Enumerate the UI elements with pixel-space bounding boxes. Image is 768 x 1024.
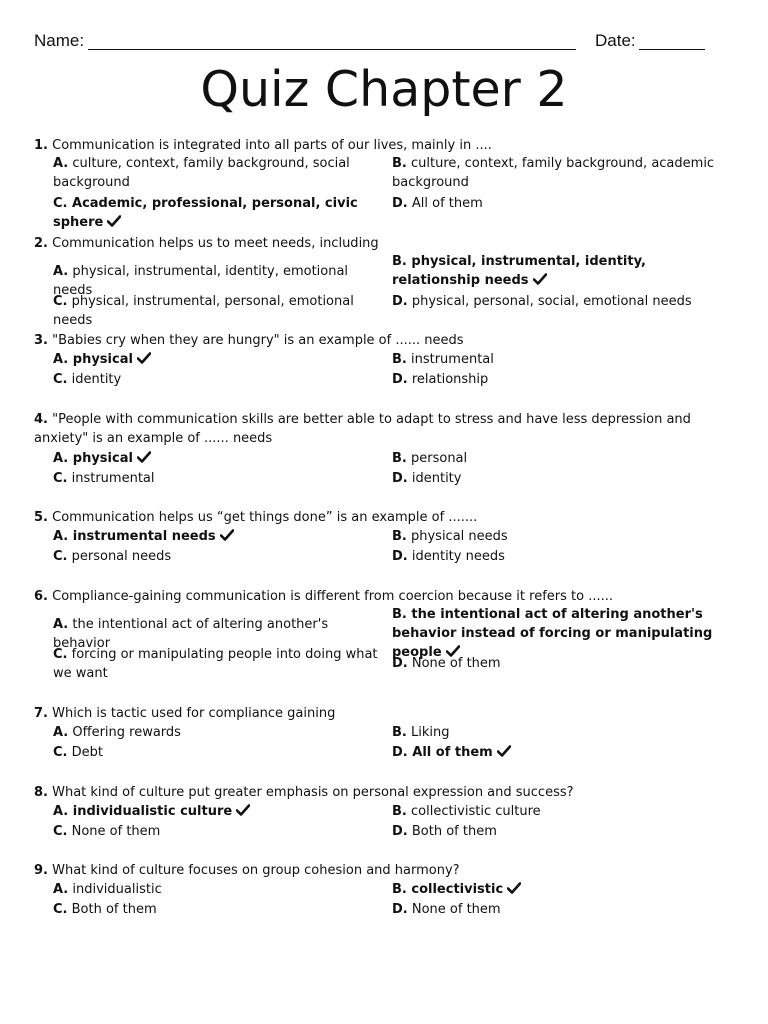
option-d [392, 743, 732, 762]
option-b [392, 252, 732, 290]
option-text: culture, context, family background, social background [53, 156, 350, 190]
question-number: 1. [34, 138, 48, 153]
name-blank-line [88, 49, 576, 50]
question-text: "Babies cry when they are hungry" is an example of ...... needs [47, 333, 464, 348]
option-text: Both of them [67, 902, 157, 917]
option-text: identity [67, 372, 122, 387]
question-number: 3. [34, 333, 48, 348]
option-text: All of them [407, 196, 483, 211]
question-stem [34, 136, 724, 155]
option-text: Liking [406, 725, 450, 740]
option-text: physical [68, 352, 133, 367]
question-stem [34, 587, 724, 606]
question-stem [34, 861, 724, 880]
header [34, 31, 734, 55]
option-c [53, 370, 383, 389]
question-stem [34, 234, 724, 253]
option-text: the intentional act of altering another's behavior instead of forcing or manipulating people [392, 607, 713, 660]
option-c [53, 645, 383, 683]
option-text: identity [407, 471, 462, 486]
question-text: Which is tactic used for compliance gaining [47, 706, 336, 721]
option-letter: C. [53, 549, 68, 564]
option-c [53, 469, 383, 488]
option-letter: D. [392, 745, 408, 760]
option-letter: B. [392, 529, 407, 544]
option-letter: A. [53, 352, 69, 367]
option-d [392, 654, 732, 673]
option-d [392, 469, 732, 488]
option-letter: C. [53, 902, 68, 917]
option-c [53, 900, 383, 919]
checkmark-icon [220, 529, 234, 541]
option-a [53, 527, 383, 546]
option-text: the intentional act of altering another's behavior [53, 617, 329, 651]
question-number: 8. [34, 785, 48, 800]
option-b [392, 802, 732, 821]
checkmark-icon [507, 882, 521, 894]
checkmark-icon [533, 273, 547, 285]
option-text: collectivistic culture [406, 804, 541, 819]
option-letter: B. [392, 451, 407, 466]
option-letter: C. [53, 196, 68, 211]
option-letter: A. [53, 804, 69, 819]
option-letter: B. [392, 725, 407, 740]
option-letter: C. [53, 647, 68, 662]
option-a [53, 449, 383, 468]
page-title: Quiz Chapter 2 [200, 61, 568, 118]
option-text: instrumental needs [68, 529, 216, 544]
question-text: What kind of culture put greater emphasis on personal expression and success? [47, 785, 574, 800]
option-letter: D. [392, 471, 408, 486]
checkmark-icon [236, 804, 250, 816]
question-text: Communication helps us to meet needs, including [47, 236, 379, 251]
option-letter: D. [392, 372, 408, 387]
question-text: What kind of culture focuses on group cohesion and harmony? [47, 863, 460, 878]
date-label: Date: [595, 31, 636, 50]
question-stem [34, 704, 724, 723]
option-text: None of them [67, 824, 161, 839]
option-letter: B. [392, 254, 407, 269]
option-text: relationship [407, 372, 489, 387]
option-text: culture, context, family background, academic background [392, 156, 715, 190]
option-a [53, 154, 383, 192]
option-letter: C. [53, 372, 68, 387]
option-text: personal needs [67, 549, 172, 564]
option-letter: A. [53, 617, 69, 632]
option-letter: A. [53, 725, 69, 740]
option-c [53, 743, 383, 762]
option-a [53, 350, 383, 369]
option-text: physical, instrumental, identity, emotional needs [53, 264, 349, 298]
option-d [392, 822, 732, 841]
question-text: Communication is integrated into all parts of our lives, mainly in .... [47, 138, 492, 153]
option-letter: A. [53, 882, 69, 897]
option-text: identity needs [407, 549, 505, 564]
option-b [392, 880, 732, 899]
option-text: physical [68, 451, 133, 466]
option-b [392, 449, 732, 468]
option-text: Debt [67, 745, 103, 760]
option-letter: B. [392, 156, 407, 171]
question-text: "People with communication skills are better able to adapt to stress and have less depression and anxiety" is an example of ...... needs [34, 412, 691, 446]
option-d [392, 194, 732, 213]
option-text: Academic, professional, personal, civic sphere [53, 196, 358, 230]
question-stem [34, 331, 724, 350]
checkmark-icon [497, 745, 511, 757]
option-letter: D. [392, 656, 408, 671]
question-number: 2. [34, 236, 48, 251]
option-c [53, 292, 383, 330]
option-text: All of them [407, 745, 493, 760]
option-text: forcing or manipulating people into doing what we want [53, 647, 378, 681]
option-letter: C. [53, 745, 68, 760]
option-c [53, 822, 383, 841]
option-b [392, 154, 732, 192]
option-letter: D. [392, 902, 408, 917]
checkmark-icon [137, 352, 151, 364]
option-text: instrumental [67, 471, 155, 486]
option-c [53, 547, 383, 566]
option-d [392, 900, 732, 919]
option-a [53, 880, 383, 899]
question-number: 4. [34, 412, 48, 427]
question-number: 9. [34, 863, 48, 878]
question-stem [34, 783, 724, 802]
option-d [392, 370, 732, 389]
option-text: individualistic [68, 882, 162, 897]
option-b [392, 527, 732, 546]
option-letter: A. [53, 529, 69, 544]
question-number: 7. [34, 706, 48, 721]
date-blank-line [639, 49, 705, 50]
option-d [392, 547, 732, 566]
option-text: personal [406, 451, 468, 466]
question-stem [34, 410, 724, 448]
option-letter: C. [53, 471, 68, 486]
option-letter: C. [53, 294, 68, 309]
option-letter: D. [392, 196, 408, 211]
option-letter: D. [392, 294, 408, 309]
question-text: Communication helps us “get things done” is an example of ....... [47, 510, 478, 525]
checkmark-icon [107, 215, 121, 227]
option-text: individualistic culture [68, 804, 233, 819]
option-text: physical, instrumental, identity, relationship needs [392, 254, 646, 288]
option-letter: B. [392, 804, 407, 819]
option-text: None of them [407, 656, 501, 671]
option-letter: B. [392, 882, 407, 897]
option-b [392, 350, 732, 369]
option-text: physical, personal, social, emotional needs [407, 294, 692, 309]
question-text: Compliance-gaining communication is different from coercion because it refers to ...... [47, 589, 613, 604]
question-stem [34, 508, 724, 527]
option-letter: B. [392, 352, 407, 367]
option-letter: C. [53, 824, 68, 839]
option-d [392, 292, 732, 311]
option-letter: D. [392, 824, 408, 839]
option-c [53, 194, 383, 232]
option-text: None of them [407, 902, 501, 917]
option-text: Offering rewards [68, 725, 181, 740]
option-letter: B. [392, 607, 407, 622]
option-a [53, 802, 383, 821]
option-a [53, 723, 383, 742]
question-number: 6. [34, 589, 48, 604]
option-text: collectivistic [406, 882, 504, 897]
option-text: physical needs [406, 529, 508, 544]
checkmark-icon [137, 451, 151, 463]
option-text: physical, instrumental, personal, emotional needs [53, 294, 354, 328]
option-letter: A. [53, 156, 69, 171]
option-letter: D. [392, 549, 408, 564]
option-letter: A. [53, 264, 69, 279]
question-number: 5. [34, 510, 48, 525]
option-b [392, 723, 732, 742]
option-text: Both of them [407, 824, 497, 839]
name-label: Name: [34, 31, 85, 50]
option-letter: A. [53, 451, 69, 466]
option-text: instrumental [406, 352, 494, 367]
